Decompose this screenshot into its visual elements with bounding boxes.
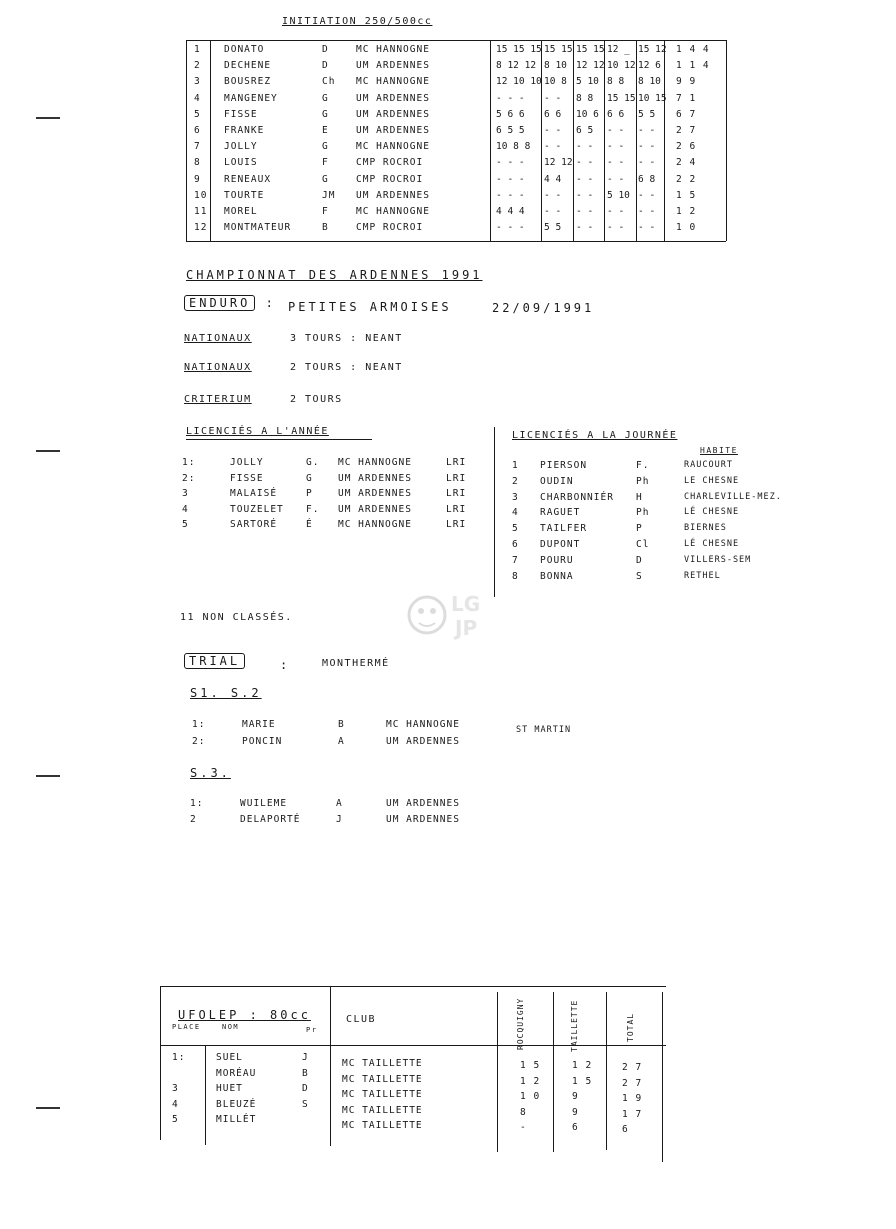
init-score: 5 5 [544, 222, 562, 234]
s12-letter: B [338, 719, 345, 730]
annee-name: JOLLY [230, 457, 264, 468]
init-score: 12 10 10 [496, 76, 542, 88]
nationaux2-label: NATIONAUX [184, 362, 252, 373]
ufolep-club: MC TAILLETTE [342, 1089, 423, 1100]
s3-club: UM ARDENNES [386, 798, 460, 809]
init-score: - - [544, 125, 562, 136]
init-score: - - [544, 141, 562, 153]
init-name: MONTMATEUR [224, 222, 292, 234]
ufolep-total: 6 [622, 1124, 629, 1135]
init-score: - - [544, 92, 562, 104]
init-score: - - [638, 206, 656, 217]
journee-letter: D [636, 554, 643, 566]
non-classes: 11 NON CLASSÉS. [180, 612, 293, 623]
init-total: 9 9 [676, 76, 697, 88]
s3-club: UM ARDENNES [386, 814, 460, 825]
init-score: 5 10 [576, 76, 599, 88]
annee-code: LRI [446, 457, 467, 468]
ufolep-col-total: TOTAL [626, 1012, 635, 1042]
nationaux3-info: 3 TOURS : NEANT [290, 333, 403, 344]
journee-town: BIERNES [684, 523, 727, 534]
ufolep-taillette: 6 [572, 1122, 579, 1133]
ufolep-name: MORÉAU [216, 1067, 257, 1079]
init-score: - - [607, 125, 625, 136]
journee-place: 5 [512, 523, 519, 535]
ufolep-name: BLEUZÉ [216, 1098, 257, 1110]
init-name: TOURTE [224, 189, 265, 201]
init-club: UM ARDENNES [356, 125, 430, 136]
ufolep-taillette: 9 [572, 1091, 579, 1102]
s3-letter: J [336, 814, 343, 825]
championnat-title: CHAMPIONNAT DES ARDENNES 1991 [186, 268, 483, 282]
journee-name: TAILFER [540, 523, 588, 535]
journee-habite: HABITE [700, 446, 738, 455]
init-club: CMP ROCROI [356, 173, 424, 185]
init-letter: F [322, 157, 329, 169]
ufolep-col-rocquigny: ROCQUIGNY [516, 997, 525, 1050]
annee-place: 5 [182, 519, 189, 530]
ufolep-total: 1 7 [622, 1108, 643, 1120]
init-score: - - [638, 125, 656, 136]
init-score: 6 6 [544, 108, 562, 120]
annee-letter: P [306, 488, 313, 499]
init-total: 1 1 4 [676, 60, 710, 72]
init-club: MC HANNOGNE [356, 206, 430, 217]
init-total: 7 1 [676, 92, 697, 104]
init-total: 1 5 [676, 189, 697, 201]
ufolep-total: 1 9 [622, 1093, 643, 1104]
s12-extra: ST MARTIN [516, 725, 572, 735]
s12-place: 2: [192, 736, 206, 747]
annee-place: 3 [182, 488, 189, 499]
init-club: MC HANNOGNE [356, 44, 430, 55]
journee-letter: H [636, 491, 643, 503]
init-score: 15 15 [607, 92, 636, 104]
init-score: - - - [496, 157, 525, 169]
annee-letter: G. [306, 457, 320, 468]
ufolep-col-club: CLUB [346, 1014, 377, 1025]
journee-place: 2 [512, 475, 519, 487]
init-club: MC HANNOGNE [356, 141, 430, 153]
annee-code: LRI [446, 503, 467, 515]
init-letter: D [322, 44, 329, 55]
journee-letter: Cl [636, 539, 650, 550]
init-score: - - - [496, 92, 525, 104]
ufolep-rocquigny: 1 2 [520, 1075, 541, 1087]
init-club: MC HANNOGNE [356, 76, 430, 88]
init-score: 15 15 [544, 44, 573, 55]
init-club: CMP ROCROI [356, 157, 424, 169]
init-score: 12 12 [576, 60, 605, 72]
init-score: 10 6 [576, 108, 599, 120]
init-score: 12 _ [607, 44, 630, 55]
trial-label: TRIAL [184, 653, 245, 669]
init-place: 3 [194, 76, 201, 88]
ufolep-letter: S [302, 1098, 309, 1110]
journee-letter: Ph [636, 475, 650, 487]
init-score: - - - [496, 222, 525, 234]
annee-name: TOUZELET [230, 503, 284, 515]
journee-name: POURU [540, 554, 574, 566]
init-name: BOUSREZ [224, 76, 272, 88]
ufolep-place: 1: [172, 1052, 186, 1063]
s3-name: DELAPORTÉ [240, 814, 301, 825]
journee-place: 8 [512, 570, 519, 582]
ufolep-place: 5 [172, 1114, 179, 1125]
s12-name: MARIE [242, 719, 276, 730]
init-letter: D [322, 60, 329, 72]
init-name: RENEAUX [224, 173, 272, 185]
ufolep-club: MC TAILLETTE [342, 1073, 423, 1085]
init-letter: G [322, 92, 329, 104]
journee-town: LE CHESNE [684, 475, 740, 486]
journee-place: 1 [512, 460, 519, 471]
enduro-colon: : [265, 296, 276, 310]
init-score: - - [638, 222, 656, 234]
init-score: 8 10 [638, 76, 661, 88]
init-score: - - [607, 222, 625, 234]
init-name: MOREL [224, 206, 258, 217]
init-letter: JM [322, 189, 336, 201]
trial-place: MONTHERMÉ [322, 658, 390, 669]
init-score: 15 12 [638, 44, 667, 55]
ufolep-rocquigny: 1 0 [520, 1091, 541, 1102]
annee-letter: F. [306, 503, 320, 515]
journee-name: BONNA [540, 570, 574, 582]
init-letter: B [322, 222, 329, 234]
init-score: 6 6 [607, 108, 625, 120]
nationaux3-label: NATIONAUX [184, 333, 252, 344]
init-name: LOUIS [224, 157, 258, 169]
annee-code: LRI [446, 488, 467, 499]
punch-mark [36, 775, 60, 777]
ufolep-col-taillette: TAILLETTE [570, 999, 579, 1052]
s3-letter: A [336, 798, 343, 809]
init-score: 5 10 [607, 189, 630, 201]
annee-club: UM ARDENNES [338, 503, 412, 515]
init-score: - - [607, 141, 625, 153]
annee-name: SARTORÉ [230, 519, 278, 530]
annee-name: MALAISÉ [230, 488, 278, 499]
enduro-label: ENDURO [184, 295, 255, 311]
journee-town: RAUCOURT [684, 460, 733, 470]
init-place: 12 [194, 222, 208, 234]
init-total: 6 7 [676, 108, 697, 120]
init-club: UM ARDENNES [356, 108, 430, 120]
init-score: 6 8 [638, 173, 656, 185]
init-name: MANGENEY [224, 92, 278, 104]
ufolep-letter: J [302, 1052, 309, 1063]
journee-place: 7 [512, 554, 519, 566]
init-score: 5 6 6 [496, 108, 525, 120]
init-score: 10 8 8 [496, 141, 531, 153]
init-place: 10 [194, 189, 208, 201]
ufolep-taillette: 1 2 [572, 1060, 593, 1071]
annee-club: MC HANNOGNE [338, 519, 412, 530]
init-score: 4 4 [544, 173, 562, 185]
ufolep-total: 2 7 [622, 1077, 643, 1089]
init-place: 6 [194, 125, 201, 136]
init-score: 10 12 [607, 60, 636, 72]
init-score: - - [576, 157, 594, 169]
ufolep-col-pr: Pr [306, 1026, 318, 1034]
ufolep-name: SUEL [216, 1052, 243, 1063]
punch-mark [36, 1107, 60, 1109]
s12-label: S1. S.2 [190, 686, 262, 700]
init-score: - - [544, 206, 562, 217]
init-score: - - [607, 157, 625, 169]
init-name: JOLLY [224, 141, 258, 153]
init-score: 15 15 [576, 44, 605, 55]
init-score: 8 8 [607, 76, 625, 88]
ufolep-total: 2 7 [622, 1062, 643, 1073]
init-score: - - [576, 141, 594, 153]
annee-club: MC HANNOGNE [338, 457, 412, 468]
punch-mark [36, 117, 60, 119]
init-score: 6 5 [576, 125, 594, 136]
annee-code: LRI [446, 472, 467, 484]
init-score: 8 12 12 [496, 60, 537, 72]
init-score: 8 10 [544, 60, 567, 72]
journee-name: PIERSON [540, 460, 588, 471]
init-total: 1 0 [676, 222, 697, 234]
nationaux2-info: 2 TOURS : NEANT [290, 362, 403, 373]
ufolep-name: MILLÉT [216, 1114, 257, 1125]
init-club: UM ARDENNES [356, 60, 430, 72]
enduro-heading [184, 296, 276, 310]
init-score: - - [576, 222, 594, 234]
initiation-title: INITIATION 250/500cc [282, 16, 433, 27]
init-score: 12 12 [544, 157, 573, 169]
s12-letter: A [338, 736, 345, 747]
s12-name: PONCIN [242, 736, 283, 747]
ufolep-rocquigny: 8 [520, 1106, 527, 1118]
init-name: DECHENE [224, 60, 272, 72]
init-letter: Ch [322, 76, 336, 88]
s12-club: UM ARDENNES [386, 736, 460, 747]
enduro-date: 22/09/1991 [492, 301, 595, 315]
s3-place: 1: [190, 798, 204, 809]
ufolep-letter: B [302, 1067, 309, 1079]
annee-club: UM ARDENNES [338, 488, 412, 499]
s3-place: 2 [190, 814, 197, 825]
init-name: DONATO [224, 44, 265, 55]
ufolep-club: MC TAILLETTE [342, 1058, 423, 1069]
init-score: 10 15 [638, 92, 667, 104]
annee-code: LRI [446, 519, 467, 530]
ufolep-club: MC TAILLETTE [342, 1104, 423, 1116]
init-name: FISSE [224, 108, 258, 120]
init-score: 6 5 5 [496, 125, 525, 136]
init-score: - - [607, 206, 625, 217]
init-score: - - [576, 173, 594, 185]
ufolep-letter: D [302, 1083, 309, 1094]
lgjp-watermark-logo [405, 585, 500, 645]
ufolep-taillette: 9 [572, 1106, 579, 1118]
trial-colon: : [280, 658, 291, 672]
enduro-place: PETITES ARMOISES [288, 300, 452, 314]
ufolep-title: UFOLEP : 80cc [178, 1008, 311, 1022]
ufolep-taillette: 1 5 [572, 1075, 593, 1087]
init-score: - - - [496, 173, 525, 185]
init-total: 1 2 [676, 206, 697, 217]
journee-letter: Ph [636, 507, 650, 519]
init-place: 11 [194, 206, 208, 217]
init-total: 2 6 [676, 141, 697, 153]
annee-letter: G [306, 472, 313, 484]
svg-text:LG: LG [451, 592, 481, 616]
init-score: 4 4 4 [496, 206, 525, 217]
s3-name: WUILEME [240, 798, 288, 809]
ufolep-col-nom: NOM [222, 1023, 240, 1031]
init-letter: E [322, 125, 329, 136]
init-score: - - - [496, 189, 525, 201]
s3-label: S.3. [190, 766, 231, 780]
init-place: 5 [194, 108, 201, 120]
init-score: - - [638, 157, 656, 169]
journee-name: CHARBONNIÉR [540, 491, 614, 503]
init-score: - - [576, 189, 594, 201]
init-place: 8 [194, 157, 201, 169]
ufolep-club: MC TAILLETTE [342, 1120, 423, 1131]
ufolep-place: 4 [172, 1098, 179, 1110]
init-score: - - [544, 189, 562, 201]
init-score: 15 15 15 [496, 44, 542, 55]
journee-town: RETHEL [684, 570, 721, 581]
svg-text:JP: JP [455, 616, 478, 640]
journee-name: DUPONT [540, 539, 581, 550]
init-letter: F [322, 206, 329, 217]
journee-letter: P [636, 523, 643, 535]
s12-place: 1: [192, 719, 206, 730]
annee-place: 2: [182, 472, 196, 484]
journee-town: CHARLEVILLE-MEZ. [684, 491, 782, 502]
init-place: 7 [194, 141, 201, 153]
criterium-info: 2 TOURS [290, 394, 343, 405]
annee-club: UM ARDENNES [338, 472, 412, 484]
journee-town: LÉ CHESNE [684, 507, 740, 518]
annee-place: 4 [182, 503, 189, 515]
init-place: 2 [194, 60, 201, 72]
ufolep-rocquigny: - [520, 1122, 527, 1133]
journee-place: 4 [512, 507, 519, 519]
init-letter: G [322, 173, 329, 185]
init-total: 1 4 4 [676, 44, 710, 55]
journee-town: VILLERS-SEM [684, 554, 752, 565]
ufolep-place: 3 [172, 1083, 179, 1094]
init-score: - - [638, 189, 656, 201]
init-club: CMP ROCROI [356, 222, 424, 234]
journee-name: OUDIN [540, 475, 574, 487]
ufolep-rocquigny: 1 5 [520, 1060, 541, 1071]
journee-town: LÉ CHESNE [684, 539, 740, 549]
s12-club: MC HANNOGNE [386, 719, 460, 730]
init-score: - - [576, 206, 594, 217]
init-place: 1 [194, 44, 201, 55]
init-place: 4 [194, 92, 201, 104]
init-club: UM ARDENNES [356, 92, 430, 104]
init-place: 9 [194, 173, 201, 185]
trial-heading [184, 654, 245, 668]
init-total: 2 2 [676, 173, 697, 185]
journee-title: LICENCIÉS A LA JOURNÉE [512, 430, 678, 441]
init-score: 12 6 [638, 60, 661, 72]
init-total: 2 7 [676, 125, 697, 136]
journee-letter: S [636, 570, 643, 582]
init-name: FRANKE [224, 125, 265, 136]
annee-title: LICENCIÉS A L'ANNÉE [186, 426, 329, 437]
annee-letter: É [306, 519, 313, 530]
journee-place: 3 [512, 491, 519, 503]
punch-mark [36, 450, 60, 452]
init-club: UM ARDENNES [356, 189, 430, 201]
init-letter: G [322, 141, 329, 153]
annee-name: FISSE [230, 472, 264, 484]
init-score: 8 8 [576, 92, 594, 104]
ufolep-col-place: PLACE [172, 1023, 201, 1031]
init-letter: G [322, 108, 329, 120]
criterium-label: CRITERIUM [184, 394, 252, 405]
ufolep-name: HUET [216, 1083, 243, 1094]
init-score: 10 8 [544, 76, 567, 88]
init-total: 2 4 [676, 157, 697, 169]
journee-name: RAGUET [540, 507, 581, 519]
annee-place: 1: [182, 457, 196, 468]
init-score: - - [638, 141, 656, 153]
init-score: - - [607, 173, 625, 185]
journee-divider [494, 427, 495, 597]
journee-place: 6 [512, 539, 519, 550]
journee-letter: F. [636, 460, 650, 471]
init-score: 5 5 [638, 108, 656, 120]
